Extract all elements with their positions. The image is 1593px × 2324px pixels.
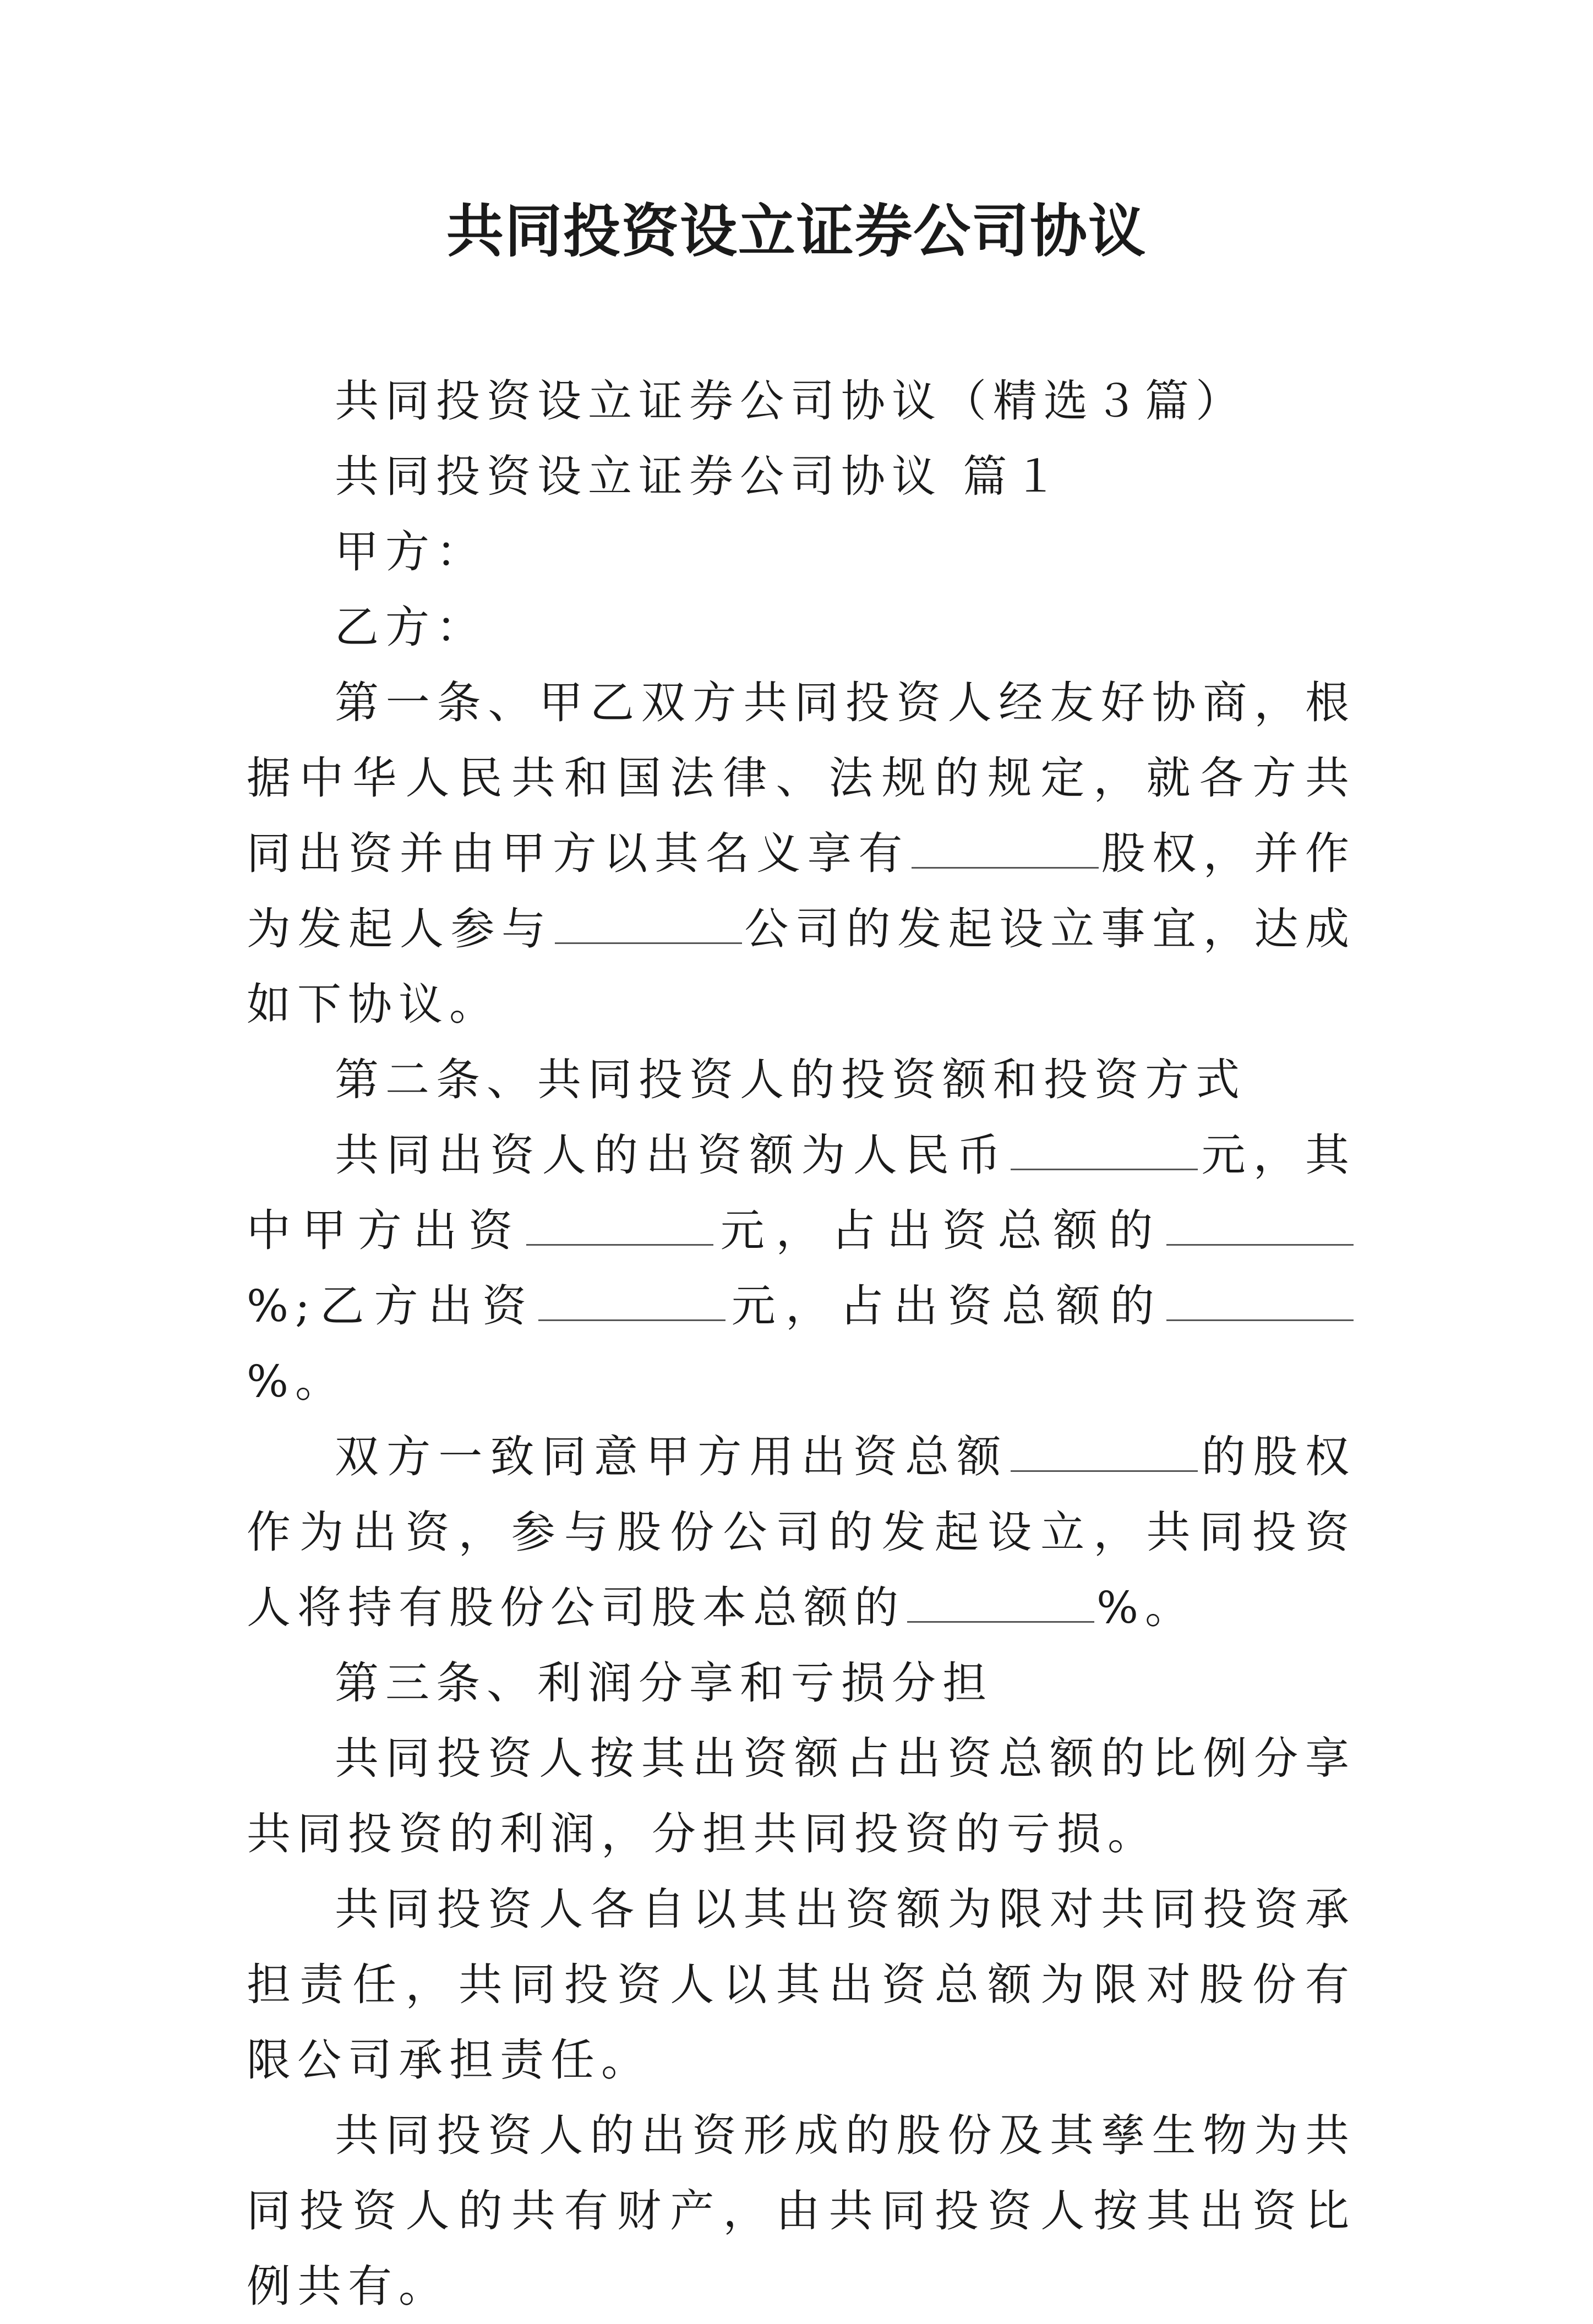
fill-blank (1011, 1470, 1198, 1472)
article-3-heading: 第三条、利润分享和亏损分担 (335, 1657, 993, 1709)
document-body (247, 363, 1356, 2324)
article-3-paragraph-1: 共同投资人按其出资额占出资总额的比例分享共同投资的利润，分担共同投资的亏损。 (247, 1733, 1356, 1859)
subtitle-line: 共同投资设立证券公司协议（精选３篇） (335, 375, 1246, 427)
article-3-paragraph-2: 共同投资人各自以其出资额为限对共同投资承担责任，共同投资人以其出资总额为限对股份有限公司承担责任。 (247, 1884, 1356, 2086)
article-2-p1-text-1: 共同出资人的出资额为人民币 (335, 1130, 1009, 1181)
fill-blank (1011, 1168, 1198, 1170)
party-b-line: 乙方： (335, 602, 487, 653)
article-1-text-2: 股权，并作为发起人参与 (247, 828, 1356, 954)
party-a-line: 甲方： (335, 526, 487, 577)
article-3-paragraph-3: 共同投资人的出资形成的股份及其孳生物为共同投资人的共有财产，由共同投资人按其出资比例共有。 (247, 2110, 1356, 2312)
article-1-paragraph (247, 665, 1356, 1042)
fill-blank (526, 1243, 713, 1246)
document-title: 共同投资设立证券公司协议 (446, 197, 1147, 265)
fill-blank (907, 1621, 1094, 1623)
fill-blank (912, 866, 1099, 869)
article-2-paragraph-1 (247, 1117, 1356, 1419)
article-2-paragraph-2 (247, 1419, 1356, 1645)
article-2-p1-text-2: 元，其中甲方出资 (247, 1130, 1356, 1256)
article-2-p1-text-4: %;乙方出资 (247, 1280, 537, 1332)
part-heading: 共同投资设立证券公司协议 篇１ (335, 451, 1065, 502)
fill-blank (1166, 1243, 1354, 1246)
article-2-p2-text-1: 双方一致同意甲方用出资总额 (335, 1431, 1009, 1482)
fill-blank (538, 1319, 725, 1321)
article-2-p2-text-3: %。 (1096, 1582, 1196, 1633)
article-2-p1-text-5: 元，占出资总额的 (728, 1280, 1165, 1332)
article-2-p2-text-2: 的股权作为出资，参与股份公司的发起设立，共同投资人将持有股份公司股本总额的 (247, 1431, 1356, 1633)
article-2-p1-text-6: %。 (247, 1356, 346, 1407)
article-1-text-3: 公司的发起设立事宜，达成如下协议。 (247, 903, 1356, 1030)
article-2-p1-text-3: 元，占出资总额的 (715, 1205, 1165, 1256)
fill-blank (555, 942, 742, 944)
article-2-heading: 第二条、共同投资人的投资额和投资方式 (335, 1054, 1246, 1105)
fill-blank (1166, 1319, 1354, 1321)
article-1-text-1: 第一条、甲乙双方共同投资人经友好协商，根据中华人民共和国法律、法规的规定，就各方共同出资并由甲方以其名义享有 (247, 677, 1356, 879)
